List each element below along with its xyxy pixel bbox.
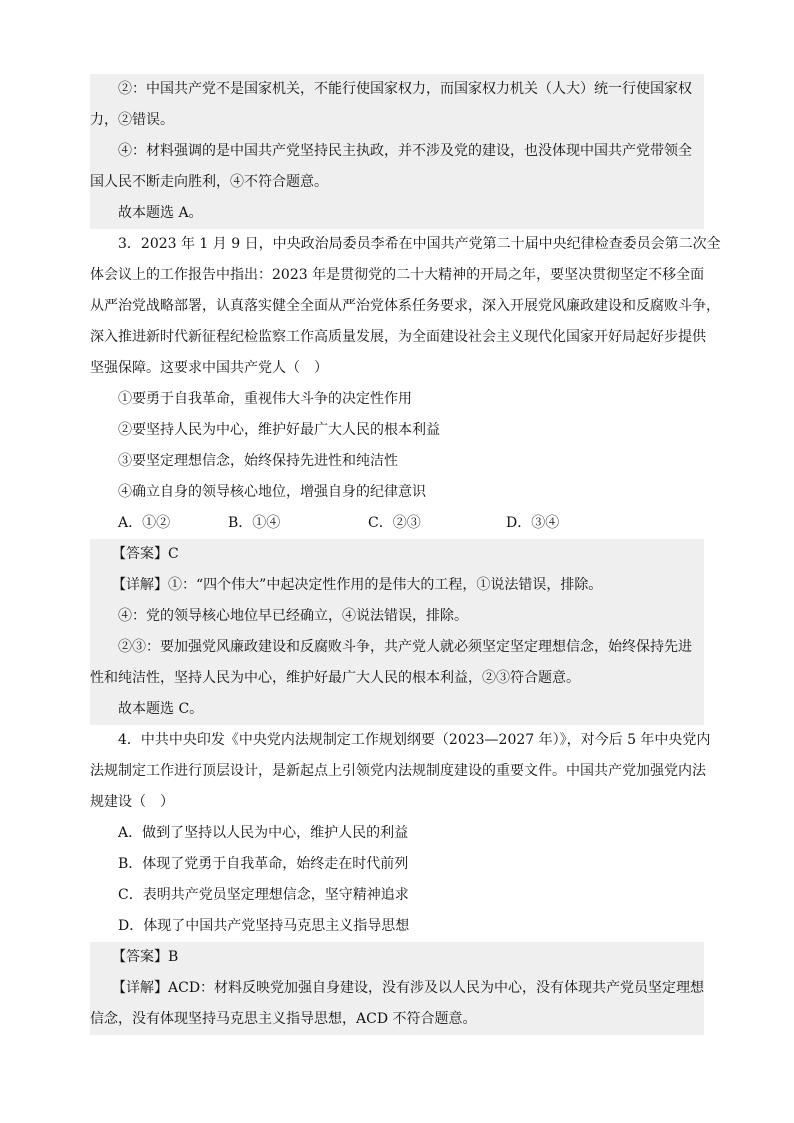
statement-3: ③要坚定理想信念，始终保持先进性和纯洁性 <box>118 453 398 469</box>
statement-1: ①要勇于自我革命，重视伟大斗争的决定性作用 <box>118 391 412 407</box>
document-page <box>90 74 721 1035</box>
option-c: C．表明共产党员坚定理想信念，坚守精神追求 <box>118 887 409 903</box>
option-b: B．体现了党勇于自我革命，始终走在时代前列 <box>118 856 409 872</box>
question-stem-line: 法规制定工作进行顶层设计，是新起点上引领党内法规制度建设的重要文件。中国共产党加强党内法 <box>90 763 706 779</box>
option-b: B．①④ <box>228 515 281 531</box>
conclusion-line: 故本题选 C。 <box>90 694 704 725</box>
explanation-line: 【详解】ACD：材料反映党加强自身建设，没有涉及以人民为中心，没有体现共产党员坚定理想 <box>90 973 704 1004</box>
explanation-line: 【详解】①：“四个伟大”中起决定性作用的是伟大的工程，①说法错误，排除。 <box>90 570 704 601</box>
explanation-line: 信念，没有体现坚持马克思主义指导思想，ACD 不符合题意。 <box>90 1004 704 1035</box>
option-c: C．②③ <box>368 515 421 531</box>
question-stem-line: 规建设（ ） <box>90 794 174 810</box>
conclusion-line: 故本题选 A。 <box>90 198 704 229</box>
explanation-line: 力，②错误。 <box>90 105 704 136</box>
question-stem-line: 从严治党战略部署，认真落实健全全面从严治党体系任务要求，深入开展党风廉政建设和反腐败斗争， <box>90 298 720 314</box>
question-stem-line: 4．中共中央印发《中央党内法规制定工作规划纲要（2023—2027 年）》，对今后 5 年中央党内 <box>118 732 711 748</box>
explanation-line: ②③：要加强党风廉政建设和反腐败斗争，共产党人就必须坚定坚定理想信念，始终保持先进 <box>90 632 704 663</box>
statement-4: ④确立自身的领导核心地位，增强自身的纪律意识 <box>118 484 426 500</box>
explanation-line: ④：材料强调的是中国共产党坚持民主执政，并不涉及党的建设，也没体现中国共产党带领全 <box>90 136 704 167</box>
explanation-line: 国人民不断走向胜利，④不符合题意。 <box>90 167 704 198</box>
explanation-line: 性和纯洁性，坚持人民为中心，维护好最广大人民的根本利益，②③符合题意。 <box>90 663 704 694</box>
answer-options <box>90 508 704 539</box>
question-stem-line: 3．2023 年 1 月 9 日，中央政治局委员李希在中国共产党第二十届中央纪律检查委员会第二次全 <box>118 236 721 252</box>
option-d: D．体现了中国共产党坚持马克思主义指导思想 <box>118 918 410 934</box>
question-stem-line: 体会议上的工作报告中指出：2023 年是贯彻党的二十大精神的开局之年，要坚决贯彻坚定不移全面 <box>90 267 705 283</box>
explanation-line: ④：党的领导核心地位早已经确立，④说法错误，排除。 <box>90 601 704 632</box>
option-a: A．做到了坚持以人民为中心，维护人民的利益 <box>118 825 409 841</box>
answer-line: 【答案】B <box>90 942 704 973</box>
explanation-line: ②：中国共产党不是国家机关，不能行使国家权力，而国家权力机关（人大）统一行使国家权 <box>90 74 704 105</box>
question-stem-line: 深入推进新时代新征程纪检监察工作高质量发展，为全面建设社会主义现代化国家开好局起好步提供 <box>90 329 706 345</box>
question-stem-line: 坚强保障。这要求中国共产党人（ ） <box>90 360 328 376</box>
statement-2: ②要坚持人民为中心，维护好最广大人民的根本利益 <box>118 422 440 438</box>
answer-line: 【答案】C <box>90 539 704 570</box>
option-d: D．③④ <box>506 515 560 531</box>
option-a: A．①② <box>118 515 171 531</box>
